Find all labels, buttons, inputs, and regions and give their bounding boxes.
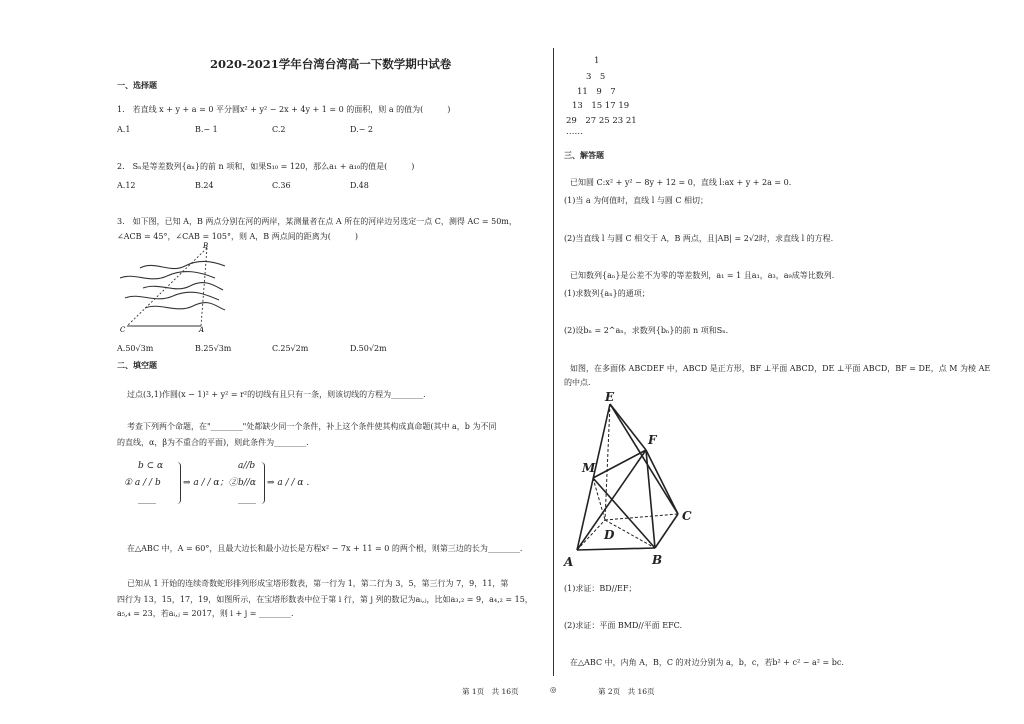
- p3-stem-line2: 的中点.: [564, 378, 591, 387]
- pyramid-row-2: 3 5: [586, 72, 606, 82]
- edge-bc: [655, 514, 678, 548]
- pyramid-row-4: 13 15 17 19: [572, 101, 630, 111]
- p2-part1: (1)求数列{aₙ}的通项；: [564, 289, 650, 298]
- q3-stem-line1: 3. 如下图，已知 A，B 两点分别在河的两岸，某测量者在点 A 所在的河岸边另选定一点 C，测得 AC = 50m，: [117, 217, 517, 226]
- edge-ab: [577, 548, 655, 550]
- prop2-brace: [261, 462, 265, 504]
- label-c: C: [120, 326, 126, 334]
- polyhedron-figure: [560, 390, 700, 570]
- pyramid-row-5: 29 27 25 23 21: [566, 116, 637, 126]
- label-b: B: [203, 242, 209, 250]
- page-title: 2020-2021学年台湾台湾高一下数学期中试卷: [210, 57, 452, 71]
- column-divider: [553, 48, 554, 676]
- p3-stem-line1: 如图，在多面体 ABCDEF 中，ABCD 是正方形，BF ⊥平面 ABCD，DE ⊥平面 ABCD，BF = DE，点 M 为棱 AE: [570, 364, 991, 373]
- p1-part1: (1)当 a 为何值时，直线 l 与圆 C 相切；: [564, 196, 709, 205]
- section-choice-heading: 一、选择题: [117, 80, 157, 90]
- q1-option-b: B.− 1: [195, 125, 218, 134]
- pyramid-row-1: 1: [594, 56, 600, 66]
- edge-ec: [610, 404, 678, 514]
- river-wave-1: [140, 261, 225, 268]
- q3-option-b: B.25√3m: [195, 344, 232, 353]
- p4-stem: 在△ABC 中，内角 A，B，C 的对边分别为 a，b，c，若b² + c² − a² = bc.: [570, 658, 844, 667]
- p2-part2: (2)设bₙ = 2^aₙ，求数列{bₙ}的前 n 项和Sₙ.: [564, 326, 729, 335]
- label-d: D: [604, 528, 615, 542]
- fill-4-line3: a₅,₄ = 23，若aᵢ,ⱼ = 2017，则 i + j = ________.: [117, 609, 294, 618]
- prop1-line1: b ⊂ α: [138, 461, 164, 471]
- footer-left-page: 第 1页 共 16页: [462, 687, 519, 696]
- label-f: F: [648, 433, 657, 447]
- line-ba: [201, 248, 207, 326]
- fill-2-line2: 的直线，α，β为不重合的平面)，则此条件为________.: [117, 438, 309, 447]
- p1-part2: (2)当直线 l 与圆 C 相交于 A，B 两点，且|AB| = 2√2时，求直线 l 的方程.: [564, 234, 834, 243]
- section-answer-heading: 三、解答题: [564, 150, 604, 160]
- label-a: A: [199, 326, 205, 334]
- prop2-blank: ____: [238, 494, 256, 504]
- q3-stem-line2: ∠ACB = 45°，∠CAB = 105°，则 A，B 两点间的距离为( ): [117, 232, 358, 241]
- prop1-implies: ⇒ a / / α；②: [183, 478, 238, 488]
- line-bc: [127, 248, 207, 326]
- edge-dc: [605, 514, 678, 520]
- prop1-line2: ① a / / b: [124, 478, 161, 488]
- label-c: C: [682, 509, 692, 523]
- prop1-blank: ____: [138, 494, 156, 504]
- river-wave-3: [143, 283, 223, 290]
- edge-mf: [593, 450, 646, 478]
- label-b: B: [652, 553, 663, 567]
- fill-4-line1: 已知从 1 开始的连续奇数蛇形排列形成宝塔形数表，第一行为 1，第二行为 3，5，第三行为 7，9，11，第: [127, 579, 509, 588]
- label-e: E: [605, 390, 615, 404]
- label-a: A: [564, 555, 574, 569]
- fill-4-line2: 四行为 13，15，17，19，如图所示，在宝塔形数表中位于第 i 行，第 j 列的数记为aᵢ,ⱼ，比如a₃,₂ = 9，a₄,₂ = 15，: [117, 595, 533, 604]
- q3-option-d: D.50√2m: [350, 344, 387, 353]
- p1-stem: 已知圆 C:x² + y² − 8y + 12 = 0，直线 l:ax + y + 2a = 0.: [570, 178, 792, 187]
- river-wave-4: [125, 292, 219, 300]
- fill-2-line1: 考查下列两个命题，在"________"处都缺少同一个条件，补上这个条件使其构成真命题(其中 a，b 为不同: [127, 422, 497, 431]
- edge-ef: [610, 404, 646, 450]
- fill-1: 过点(3,1)作圆(x − 1)² + y² = r²的切线有且只有一条，则该切线的方程为________.: [127, 390, 426, 399]
- q2-option-a: A.12: [117, 181, 136, 190]
- prop2-line2: b//α: [238, 478, 256, 488]
- p2-stem: 已知数列{aₙ}是公差不为零的等差数列，a₁ = 1 且a₁，a₃，a₉成等比数列.: [570, 271, 835, 280]
- p3-part1: (1)求证：BD//EF；: [564, 584, 637, 593]
- pyramid-row-3: 11 9 7: [577, 87, 616, 97]
- q2-option-d: D.48: [350, 181, 369, 190]
- q3-option-a: A.50√3m: [117, 344, 154, 353]
- q1-stem: 1. 若直线 x + y + a = 0 平分圆x² + y² − 2x + 4y + 1 = 0 的面积，则 a 的值为( ): [117, 105, 451, 114]
- q2-option-b: B.24: [195, 181, 214, 190]
- q1-option-c: C.2: [272, 125, 286, 134]
- footer-right-page: 第 2页 共 16页: [598, 687, 655, 696]
- prop2-implies: ⇒ a / / α .: [267, 478, 310, 488]
- q2-option-c: C.36: [272, 181, 291, 190]
- footer-separator: ◎: [550, 685, 557, 694]
- q1-option-d: D.− 2: [350, 125, 374, 134]
- q3-option-c: C.25√2m: [272, 344, 309, 353]
- q1-option-a: A.1: [117, 125, 131, 134]
- prop1-brace: [177, 462, 181, 504]
- river-wave-5: [145, 303, 225, 310]
- section-fill-heading: 二、填空题: [117, 360, 157, 370]
- river-wave-2: [120, 272, 215, 279]
- fill-3: 在△ABC 中，A = 60°，且最大边长和最小边长是方程x² − 7x + 11 = 0 的两个根，则第三边的长为________.: [127, 544, 523, 553]
- label-m: M: [582, 461, 596, 475]
- p3-part2: (2)求证：平面 BMD//平面 EFC.: [564, 621, 683, 630]
- prop2-line1: a//b: [238, 461, 256, 471]
- q2-stem: 2. Sₙ是等差数列{aₙ}的前 n 项和，如果S₁₀ = 120，那么a₁ + a₁₀的值是( ): [117, 162, 415, 171]
- river-figure: [115, 242, 235, 334]
- pyramid-row-6: ……: [566, 127, 583, 137]
